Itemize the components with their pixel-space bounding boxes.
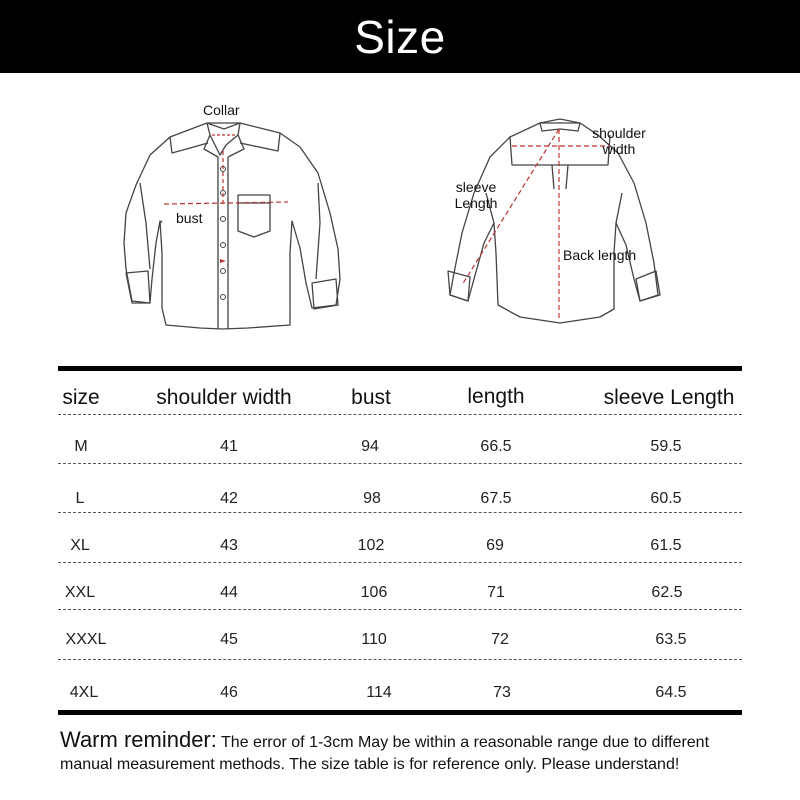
collar-label: Collar <box>203 102 240 118</box>
cell-length: 73 <box>493 684 511 701</box>
cell-length: 69 <box>486 537 504 554</box>
front-shirt-illustration <box>124 123 340 329</box>
header-bust: bust <box>351 386 391 409</box>
shoulder-width-label <box>588 125 650 157</box>
cell-size: XL <box>70 537 90 554</box>
cell-bust: 94 <box>361 438 379 455</box>
row-divider <box>58 562 742 563</box>
row-divider <box>58 414 742 415</box>
sleeve-length-label-line1: sleeve <box>455 179 497 195</box>
cell-size: XXL <box>64 584 96 601</box>
cell-sleeve-length: 63.5 <box>655 631 687 648</box>
header-sleeve-length: sleeve Length <box>603 386 735 409</box>
table-bottom-rule <box>58 710 742 715</box>
shirt-illustrations <box>0 73 800 358</box>
cell-sleeve-length: 64.5 <box>655 684 687 701</box>
header-shoulder-width: shoulder width <box>156 386 292 409</box>
cell-length: 67.5 <box>480 490 512 507</box>
cell-shoulder-width: 45 <box>220 631 238 648</box>
cell-length: 66.5 <box>480 438 512 455</box>
cell-bust: 114 <box>366 684 392 701</box>
bust-label: bust <box>176 210 203 226</box>
shirt-diagrams <box>0 73 800 358</box>
reminder-heading: Warm reminder: <box>60 727 217 752</box>
sleeve-length-label-line2: Length <box>454 195 498 211</box>
cell-size: 4XL <box>69 684 99 701</box>
cell-shoulder-width: 44 <box>220 584 238 601</box>
row-divider <box>58 512 742 513</box>
warm-reminder <box>60 729 750 776</box>
cell-shoulder-width: 46 <box>220 684 238 701</box>
back-length-label: Back length <box>563 247 637 263</box>
title-banner <box>0 0 800 73</box>
back-measure-lines <box>462 129 610 319</box>
cell-size: M <box>74 438 88 455</box>
cell-length: 71 <box>487 584 505 601</box>
reminder-text: The error of 1-3cm May be within a reasonable range due to different manual measurement methods. The size table is for reference only. Please understand! <box>60 734 710 773</box>
banner-title: Size <box>354 10 446 63</box>
cell-bust: 98 <box>363 490 381 507</box>
cell-bust: 106 <box>360 584 388 601</box>
cell-bust: 102 <box>357 537 385 554</box>
header-size: size <box>62 386 100 409</box>
table-top-rule <box>58 366 742 371</box>
sleeve-length-label <box>450 179 502 211</box>
row-divider <box>58 463 742 464</box>
header-length: length <box>467 385 525 408</box>
row-divider <box>58 659 742 660</box>
cell-sleeve-length: 62.5 <box>651 584 683 601</box>
cell-size: XXXL <box>65 631 107 648</box>
cell-bust: 110 <box>361 631 387 648</box>
row-divider <box>58 609 742 610</box>
cell-length: 72 <box>491 631 509 648</box>
shoulder-width-label-line1: shoulder <box>592 125 646 141</box>
cell-shoulder-width: 42 <box>220 490 238 507</box>
cell-shoulder-width: 41 <box>220 438 238 455</box>
cell-shoulder-width: 43 <box>220 537 238 554</box>
shoulder-width-label-line2: width <box>602 141 636 157</box>
cell-sleeve-length: 60.5 <box>650 490 682 507</box>
cell-size: L <box>75 490 85 507</box>
cell-sleeve-length: 61.5 <box>650 537 682 554</box>
cell-sleeve-length: 59.5 <box>650 438 682 455</box>
